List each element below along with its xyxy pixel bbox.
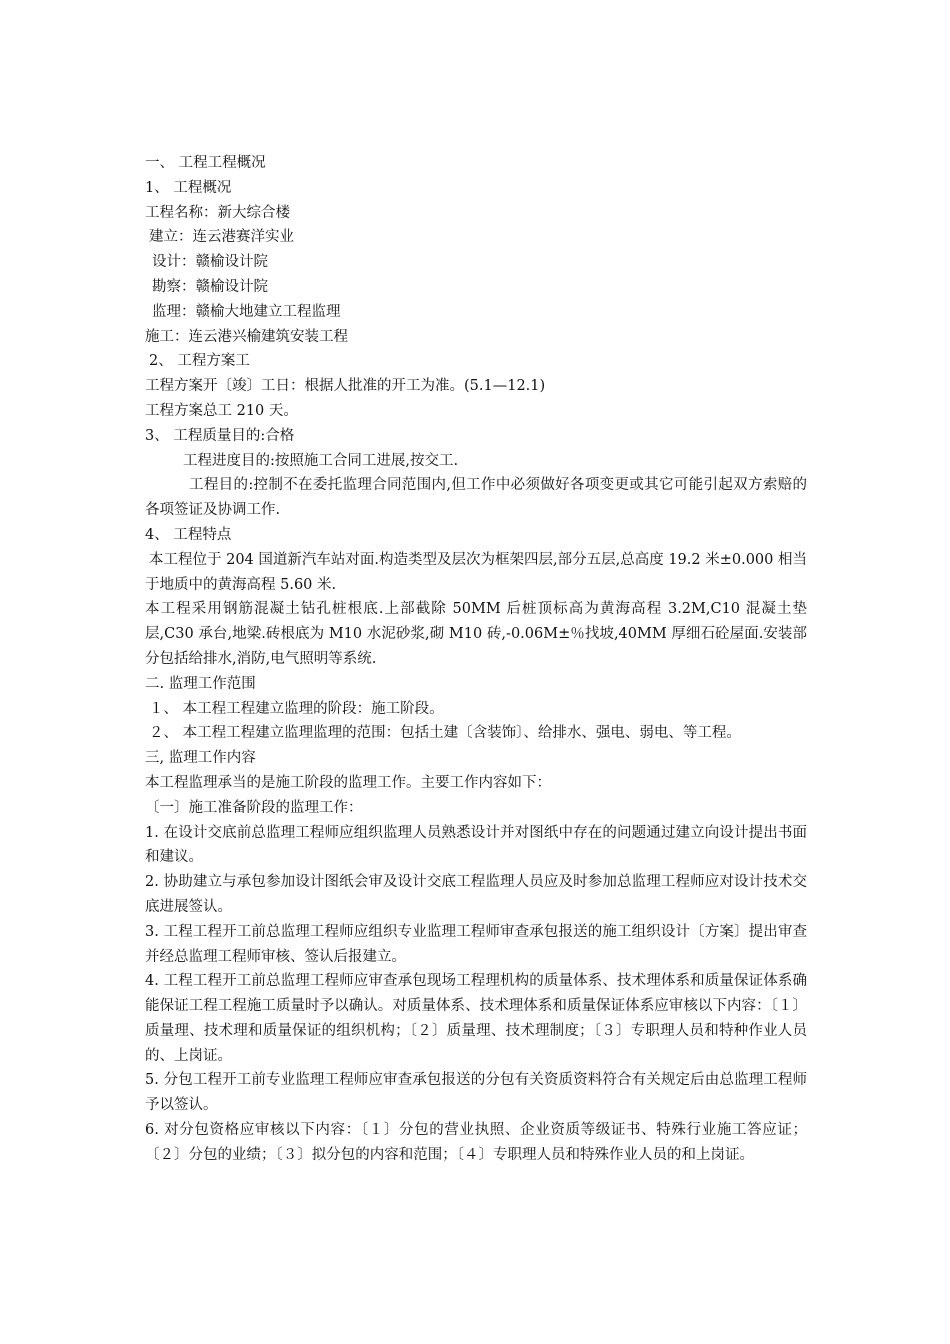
paragraph: 工程进度目的:按照施工合同工进展,按交工. [183,452,459,469]
paragraph: 工程目的:控制不在委托监理合同范围内,但工作中必须做好各项变更或其它可能引起双方索赔的各项签证及协调工作. [145,477,807,519]
list-item: 3. 工程工程开工前总监理工程师应组织专业监理工程师审查承包报送的施工组织设计〔方案〕提出审查并经总监理工程师审核、签认后报建立。 [145,923,807,965]
paragraph: １、 本工程工程建立监理的阶段：施工阶段。 [149,700,444,717]
paragraph: 工程方案总工 210 天。 [145,402,298,419]
paragraph: 本工程位于 204 国道新汽车站对面.构造类型及层次为框架四层,部分五层,总高度 19.2 米±0.000 相当于地质中的黄海高程 5.60 米. [145,551,807,593]
list-item: 1. 在设计交底前总监理工程师应组织监理人员熟悉设计并对图纸中存在的问题通过建立向设计提出书面和建议。 [145,824,807,866]
subsection-heading: 1、 工程概况 [145,179,232,196]
list-item: 4. 工程工程开工前总监理工程师应审查承包现场工程理机构的质量体系、技术理体系和质量保证体系确能保证工程工程施工质量时予以确认。对质量体系、技术理体系和质量保证体系应审核以下内容：〔１〕质量理、技术理和质量保证的组织机构；〔２〕质量理、技术理制度；〔３〕专职理人员和特种作业人员的、上岗证。 [145,973,807,1064]
list-item: 6. 对分包资格应审核以下内容：〔１〕分包的营业执照、企业资质等级证书、特殊行业施工答应证；〔２〕分包的业绩；〔３〕拟分包的内容和范围；〔４〕专职理人员和特殊作业人员的和上岗证。 [145,1122,807,1163]
section-heading-1: 一、 工程工程概况 [145,155,266,171]
section-heading-2: 二. 监理工作范围 [145,675,256,692]
subsection-heading: 2、 工程方案工 [149,353,250,370]
paragraph: ２、 本工程工程建立监理监理的范围：包括土建〔含装饰〕、给排水、强电、弱电、等工程。 [149,725,741,742]
section-heading-3: 三, 监理工作内容 [145,750,256,767]
list-item: 5. 分包工程开工前专业监理工程师应审查承包报送的分包有关资质资料符合有关规定后由总监理工程师予以签认。 [145,1072,807,1114]
project-contractor: 施工：连云港兴榆建筑安装工程 [145,328,348,345]
project-designer: 设计：赣榆设计院 [152,254,268,271]
subsection-heading: 〔一〕施工准备阶段的监理工作： [145,799,363,816]
subsection-heading: 4、 工程特点 [145,526,232,543]
subsection-heading: 3、 工程质量目的:合格 [145,427,295,444]
document-page [145,151,807,1168]
project-supervisor: 监理：赣榆大地建立工程监理 [152,303,341,320]
paragraph: 工程方案开〔竣〕工日：根据人批准的开工为准。(5.1—12.1) [145,378,546,395]
project-owner: 建立：连云港赛洋实业 [149,229,294,246]
list-item: 2. 协助建立与承包参加设计图纸会审及设计交底工程监理人员应及时参加总监理工程师应对设计技术交底进展签认。 [145,874,807,915]
project-surveyor: 勘察：赣榆设计院 [152,278,268,295]
paragraph: 本工程监理承当的是施工阶段的监理工作。主要工作内容如下： [145,774,551,791]
project-name: 工程名称：新大综合楼 [145,204,290,221]
paragraph: 本工程采用钢筋混凝土钻孔桩根底.上部截除 50MM 后桩顶标高为黄海高程 3.2M,C10 混凝土垫层,C30 承台,地梁.砖根底为 M10 水泥砂浆,砌 M10 砖,-0.06M±％找坡,40MM 厚细石砼屋面.安装部分包括给排水,消防,电气照明等系统. [145,601,807,667]
